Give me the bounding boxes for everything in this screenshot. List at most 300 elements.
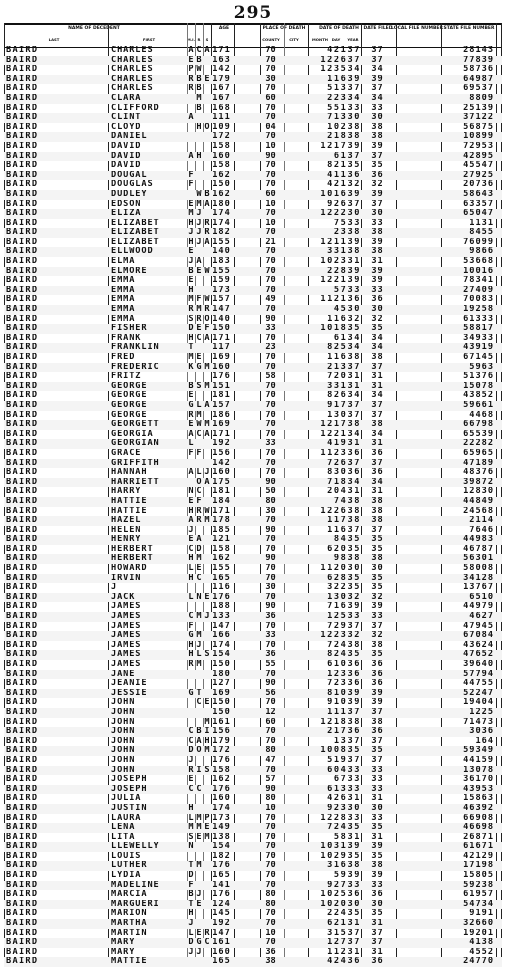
cell-age: 179 — [212, 736, 231, 746]
table-row — [4, 334, 502, 344]
cell-r: O — [196, 477, 202, 487]
cell-yr: 34 — [371, 333, 384, 343]
cell-county: 70 — [265, 516, 276, 526]
cell-yr: 36 — [371, 957, 384, 967]
cell-first: MARY — [111, 938, 136, 948]
cell-r: I — [196, 765, 202, 775]
cell-mi: E — [188, 496, 194, 506]
cell-last: BAIRD — [6, 46, 39, 55]
cell-r: C — [196, 784, 202, 794]
cell-yr: 31 — [371, 947, 384, 957]
table-row — [4, 305, 502, 315]
cell-yr: 36 — [371, 468, 384, 478]
cell-age: 169 — [212, 353, 231, 362]
cell-dod: 102030 — [320, 899, 361, 909]
cell-r: D — [196, 544, 202, 554]
cell-first: GEORGE — [111, 381, 148, 391]
cell-s: W — [204, 506, 210, 516]
cell-yr: 38 — [371, 640, 384, 650]
cell-yr: 39 — [371, 189, 384, 199]
cell-dod: 100835 — [320, 746, 361, 756]
cell-s: C — [204, 938, 210, 948]
cell-s: M — [204, 717, 210, 727]
table-row — [4, 315, 502, 325]
cell-dod: 71834 — [327, 477, 361, 487]
cell-last: BAIRD — [6, 314, 39, 324]
cell-county: 70 — [265, 851, 276, 861]
cell-yr: 30 — [371, 564, 384, 574]
table-row — [4, 871, 502, 881]
cell-last: BAIRD — [6, 823, 39, 833]
cell-age: 176 — [212, 890, 231, 900]
cell-sfn: 46698 — [463, 823, 494, 833]
cell-age: 140 — [212, 247, 231, 257]
cell-county: 10 — [265, 218, 276, 228]
cell-r: E — [196, 899, 202, 909]
cell-yr: 33 — [371, 765, 384, 775]
cell-yr: 38 — [371, 132, 384, 142]
cell-last: BAIRD — [6, 832, 39, 842]
cell-dod: 91737 — [327, 400, 361, 410]
cell-dod: 122139 — [320, 276, 361, 286]
cell-mi: A — [188, 151, 194, 161]
cell-mi: B — [188, 266, 194, 276]
cell-county: 70 — [265, 564, 276, 574]
cell-dod: 1337 — [333, 736, 361, 746]
cell-sfn: 61671 — [463, 842, 494, 852]
cell-r: C — [196, 46, 202, 55]
cell-first: JAMES — [111, 612, 142, 622]
cell-last: BAIRD — [6, 353, 39, 362]
cell-dod: 60433 — [327, 765, 361, 775]
cell-r: A — [196, 257, 202, 267]
cell-age: 151 — [212, 381, 231, 391]
cell-sfn: 42129 — [463, 851, 494, 861]
cell-county: 70 — [265, 871, 276, 881]
cell-last: BAIRD — [6, 813, 39, 823]
cell-first: LLEWELLY — [111, 842, 160, 852]
cell-county: 80 — [265, 890, 276, 900]
cell-county: 70 — [265, 698, 276, 708]
cell-yr: 35 — [371, 823, 384, 833]
cell-dod: 72336 — [327, 679, 361, 689]
table-row — [4, 545, 502, 555]
cell-mi: T — [188, 899, 194, 909]
cell-first: JOHN — [111, 765, 136, 775]
cell-yr: 37 — [371, 362, 384, 372]
cell-county: 90 — [265, 525, 276, 535]
cell-sfn: 44979 — [463, 602, 494, 612]
cell-dod: 62835 — [327, 573, 361, 583]
table-row — [4, 929, 502, 939]
cell-dod: 22839 — [327, 266, 361, 276]
cell-first: MARY — [111, 947, 136, 957]
cell-r: B — [196, 84, 202, 94]
cell-first: DUDLEY — [111, 189, 148, 199]
cell-dod: 42436 — [327, 957, 361, 967]
cell-yr: 38 — [371, 247, 384, 257]
cell-age: 169 — [212, 688, 231, 698]
cell-s: M — [204, 832, 210, 842]
cell-dod: 62131 — [327, 919, 361, 929]
cell-age: 160 — [212, 947, 231, 957]
cell-yr: 36 — [371, 669, 384, 679]
cell-sfn: 4552 — [469, 947, 494, 957]
cell-r: L — [196, 400, 202, 410]
cell-county: 10 — [265, 141, 276, 151]
cell-yr: 38 — [371, 228, 384, 238]
cell-yr: 35 — [371, 909, 384, 919]
cell-yr: 39 — [371, 237, 384, 247]
table-row — [4, 689, 502, 699]
cell-mi: H — [188, 506, 194, 516]
cell-sfn: 2114 — [469, 516, 494, 526]
cell-sfn: 48376 — [463, 468, 494, 478]
cell-yr: 30 — [371, 899, 384, 909]
cell-s: W — [204, 295, 210, 305]
cell-yr: 38 — [371, 122, 384, 132]
cell-yr: 33 — [371, 775, 384, 785]
cell-age: 171 — [212, 46, 231, 55]
cell-sfn: 65047 — [463, 209, 494, 219]
cell-sfn: 58008 — [463, 564, 494, 574]
cell-yr: 37 — [371, 938, 384, 948]
cell-r: H — [196, 122, 202, 132]
cell-r: E — [196, 928, 202, 938]
cell-r: M — [196, 612, 202, 622]
table-row — [4, 507, 502, 517]
table-row — [4, 909, 502, 919]
cell-dod: 11738 — [327, 516, 361, 526]
cell-county: 70 — [265, 535, 276, 545]
table-row — [4, 574, 502, 584]
cell-mi: S — [188, 832, 194, 842]
cell-dod: 72637 — [327, 458, 361, 468]
cell-yr: 37 — [371, 928, 384, 938]
cell-age: 174 — [212, 640, 231, 650]
cell-last: BAIRD — [6, 602, 39, 612]
header-sex: S — [205, 37, 209, 42]
cell-r: B — [196, 74, 202, 84]
cell-dod: 41136 — [327, 170, 361, 180]
cell-county: 30 — [265, 506, 276, 516]
cell-first: GEORGE — [111, 391, 148, 401]
cell-county: 90 — [265, 602, 276, 612]
cell-age: 154 — [212, 842, 231, 852]
cell-r: L — [196, 468, 202, 478]
cell-first: FRANK — [111, 333, 142, 343]
cell-yr: 31 — [371, 257, 384, 267]
table-row — [4, 833, 502, 843]
cell-r: M — [196, 631, 202, 641]
cell-county: 70 — [265, 132, 276, 142]
cell-last: BAIRD — [6, 458, 39, 468]
cell-county: 10 — [265, 928, 276, 938]
cell-mi: N — [188, 487, 194, 497]
cell-mi: B — [188, 381, 194, 391]
cell-r: C — [196, 429, 202, 439]
cell-sfn: 43624 — [463, 640, 494, 650]
cell-sfn: 56875 — [463, 122, 494, 132]
cell-mi: A — [188, 516, 194, 526]
cell-mi: R — [188, 84, 194, 94]
cell-age: 165 — [212, 871, 231, 881]
cell-sfn: 66798 — [463, 420, 494, 430]
cell-mi: C — [188, 544, 194, 554]
cell-dod: 121738 — [320, 420, 361, 430]
cell-dod: 22435 — [327, 909, 361, 919]
cell-sfn: 58643 — [463, 189, 494, 199]
cell-sfn: 65539 — [463, 429, 494, 439]
cell-dod: 2338 — [333, 228, 361, 238]
table-row — [4, 56, 502, 66]
cell-last: BAIRD — [6, 803, 39, 813]
cell-mi: F — [188, 448, 194, 458]
cell-last: BAIRD — [6, 429, 39, 439]
cell-yr: 31 — [371, 794, 384, 804]
cell-sfn: 5963 — [469, 362, 494, 372]
table-row — [4, 247, 502, 257]
cell-last: BAIRD — [6, 717, 39, 727]
cell-mi: E — [188, 55, 194, 65]
cell-age: 133 — [212, 612, 231, 622]
cell-mi: T — [188, 343, 194, 353]
cell-sfn: 4627 — [469, 612, 494, 622]
cell-r: J — [196, 947, 202, 957]
cell-r: M — [196, 813, 202, 823]
cell-age: 182 — [212, 851, 231, 861]
cell-sfn: 44159 — [463, 755, 494, 765]
table-row — [4, 516, 502, 526]
cell-dod: 33138 — [327, 247, 361, 257]
cell-first: DOUGAL — [111, 170, 148, 180]
table-row — [4, 276, 502, 286]
cell-county: 70 — [265, 909, 276, 919]
cell-dod: 122638 — [320, 506, 361, 516]
cell-sfn: 34933 — [463, 333, 494, 343]
cell-sfn: 45547 — [463, 161, 494, 171]
table-row — [4, 190, 502, 200]
cell-dod: 6134 — [333, 333, 361, 343]
cell-yr: 30 — [371, 209, 384, 219]
cell-first: HANNAH — [111, 468, 148, 478]
cell-mi: D — [188, 324, 194, 334]
cell-dod: 6733 — [333, 775, 361, 785]
cell-last: BAIRD — [6, 55, 39, 65]
cell-r: F — [196, 295, 202, 305]
cell-dod: 9838 — [333, 554, 361, 564]
table-row — [4, 104, 502, 114]
table-row — [4, 420, 502, 430]
cell-age: 162 — [212, 554, 231, 564]
cell-sfn: 15805 — [463, 871, 494, 881]
cell-dod: 42137 — [327, 46, 361, 55]
cell-r: J — [196, 237, 202, 247]
cell-first: EDSON — [111, 199, 142, 209]
cell-last: BAIRD — [6, 391, 39, 401]
cell-county: 70 — [265, 823, 276, 833]
cell-last: BAIRD — [6, 544, 39, 554]
table-row — [4, 938, 502, 948]
cell-first: HERBERT — [111, 544, 154, 554]
cell-county: 57 — [265, 775, 276, 785]
cell-r: B — [196, 103, 202, 113]
cell-first: DAVID — [111, 141, 142, 151]
cell-county: 70 — [265, 669, 276, 679]
cell-first: HOWARD — [111, 564, 148, 574]
cell-sfn: 47189 — [463, 458, 494, 468]
table-row — [4, 602, 502, 612]
cell-age: 176 — [212, 784, 231, 794]
cell-yr: 34 — [371, 65, 384, 75]
cell-age: 157 — [212, 400, 231, 410]
cell-age: 158 — [212, 765, 231, 775]
cell-sfn: 22282 — [463, 439, 494, 449]
table-row — [4, 766, 502, 776]
cell-last: BAIRD — [6, 775, 39, 785]
cell-sfn: 24770 — [463, 957, 494, 967]
cell-dod: 121139 — [320, 237, 361, 247]
cell-r: J — [196, 890, 202, 900]
cell-county: 70 — [265, 410, 276, 420]
cell-last: BAIRD — [6, 688, 39, 698]
cell-dod: 72937 — [327, 621, 361, 631]
cell-dod: 11231 — [327, 947, 361, 957]
cell-yr: 31 — [371, 832, 384, 842]
cell-first: JOSEPH — [111, 784, 148, 794]
cell-dod: 13037 — [327, 410, 361, 420]
table-row — [4, 957, 502, 967]
cell-sfn: 39872 — [463, 477, 494, 487]
cell-sfn: 32660 — [463, 919, 494, 929]
cell-last: BAIRD — [6, 468, 39, 478]
cell-yr: 31 — [371, 372, 384, 382]
cell-age: 192 — [212, 439, 231, 449]
cell-mi: D — [188, 938, 194, 948]
cell-county: 70 — [265, 832, 276, 842]
cell-dod: 33131 — [327, 381, 361, 391]
cell-age: 159 — [212, 276, 231, 286]
cell-yr: 35 — [371, 544, 384, 554]
cell-r: J — [196, 228, 202, 238]
cell-yr: 32 — [371, 314, 384, 324]
cell-yr: 38 — [371, 717, 384, 727]
cell-mi: R — [188, 74, 194, 84]
cell-r: G — [196, 362, 202, 372]
table-row — [4, 353, 502, 363]
table-row — [4, 295, 502, 305]
cell-last: BAIRD — [6, 266, 39, 276]
cell-yr: 38 — [371, 353, 384, 362]
cell-county: 58 — [265, 372, 276, 382]
cell-county: 70 — [265, 736, 276, 746]
cell-last: BAIRD — [6, 631, 39, 641]
cell-sfn: 10016 — [463, 266, 494, 276]
cell-r: G — [196, 938, 202, 948]
table-row — [4, 737, 502, 747]
cell-county: 70 — [265, 765, 276, 775]
cell-county: 70 — [265, 180, 276, 190]
cell-age: 138 — [212, 832, 231, 842]
table-row — [4, 363, 502, 373]
cell-r: W — [196, 189, 202, 199]
header-mi: M.I. — [186, 37, 196, 42]
cell-mi: H — [188, 333, 194, 343]
header-city: CITY — [289, 37, 299, 42]
cell-mi: H — [188, 554, 194, 564]
cell-age: 156 — [212, 727, 231, 737]
cell-age: 179 — [212, 74, 231, 84]
cell-last: BAIRD — [6, 794, 39, 804]
table-row — [4, 401, 502, 411]
cell-county: 55 — [265, 660, 276, 669]
cell-dod: 21337 — [327, 362, 361, 372]
cell-r: M — [196, 554, 202, 564]
cell-county: 70 — [265, 266, 276, 276]
cell-mi: J — [188, 228, 194, 238]
cell-mi: F — [188, 880, 194, 890]
cell-last: BAIRD — [6, 612, 39, 622]
table-row — [4, 900, 502, 910]
cell-first: FRITZ — [111, 372, 142, 382]
table-row — [4, 881, 502, 891]
cell-yr: 34 — [371, 343, 384, 353]
cell-first: EMMA — [111, 285, 136, 295]
cell-county: 12 — [265, 707, 276, 717]
cell-age: 150 — [212, 180, 231, 190]
cell-dod: 42132 — [327, 180, 361, 190]
cell-age: 154 — [212, 650, 231, 660]
records-body — [4, 46, 502, 967]
cell-sfn: 15078 — [463, 381, 494, 391]
cell-sfn: 12830 — [463, 487, 494, 497]
cell-last: BAIRD — [6, 487, 39, 497]
cell-r: J — [196, 209, 202, 219]
table-row — [4, 718, 502, 728]
cell-yr: 34 — [371, 391, 384, 401]
cell-first: GRACE — [111, 448, 142, 458]
cell-r: M — [196, 410, 202, 420]
cell-yr: 38 — [371, 496, 384, 506]
cell-dod: 102331 — [320, 257, 361, 267]
cell-s: P — [204, 813, 210, 823]
cell-s: A — [204, 429, 210, 439]
cell-yr: 31 — [371, 919, 384, 929]
table-row — [4, 372, 502, 382]
cell-sfn: 72953 — [463, 141, 494, 151]
cell-county: 70 — [265, 55, 276, 65]
cell-yr: 35 — [371, 535, 384, 545]
table-row — [4, 679, 502, 689]
cell-dod: 91039 — [327, 698, 361, 708]
cell-mi: F — [188, 170, 194, 180]
cell-county: 70 — [265, 861, 276, 871]
cell-sfn: 15863 — [463, 794, 494, 804]
cell-age: 176 — [212, 755, 231, 765]
cell-age: 156 — [212, 448, 231, 458]
cell-age: 145 — [212, 909, 231, 919]
cell-sfn: 47945 — [463, 621, 494, 631]
cell-dod: 5831 — [333, 832, 361, 842]
cell-yr: 31 — [371, 439, 384, 449]
cell-age: 192 — [212, 919, 231, 929]
table-row — [4, 861, 502, 871]
table-row — [4, 65, 502, 75]
cell-yr: 31 — [371, 381, 384, 391]
cell-mi: G — [188, 400, 194, 410]
cell-dod: 82135 — [327, 161, 361, 171]
cell-dod: 12336 — [327, 669, 361, 679]
